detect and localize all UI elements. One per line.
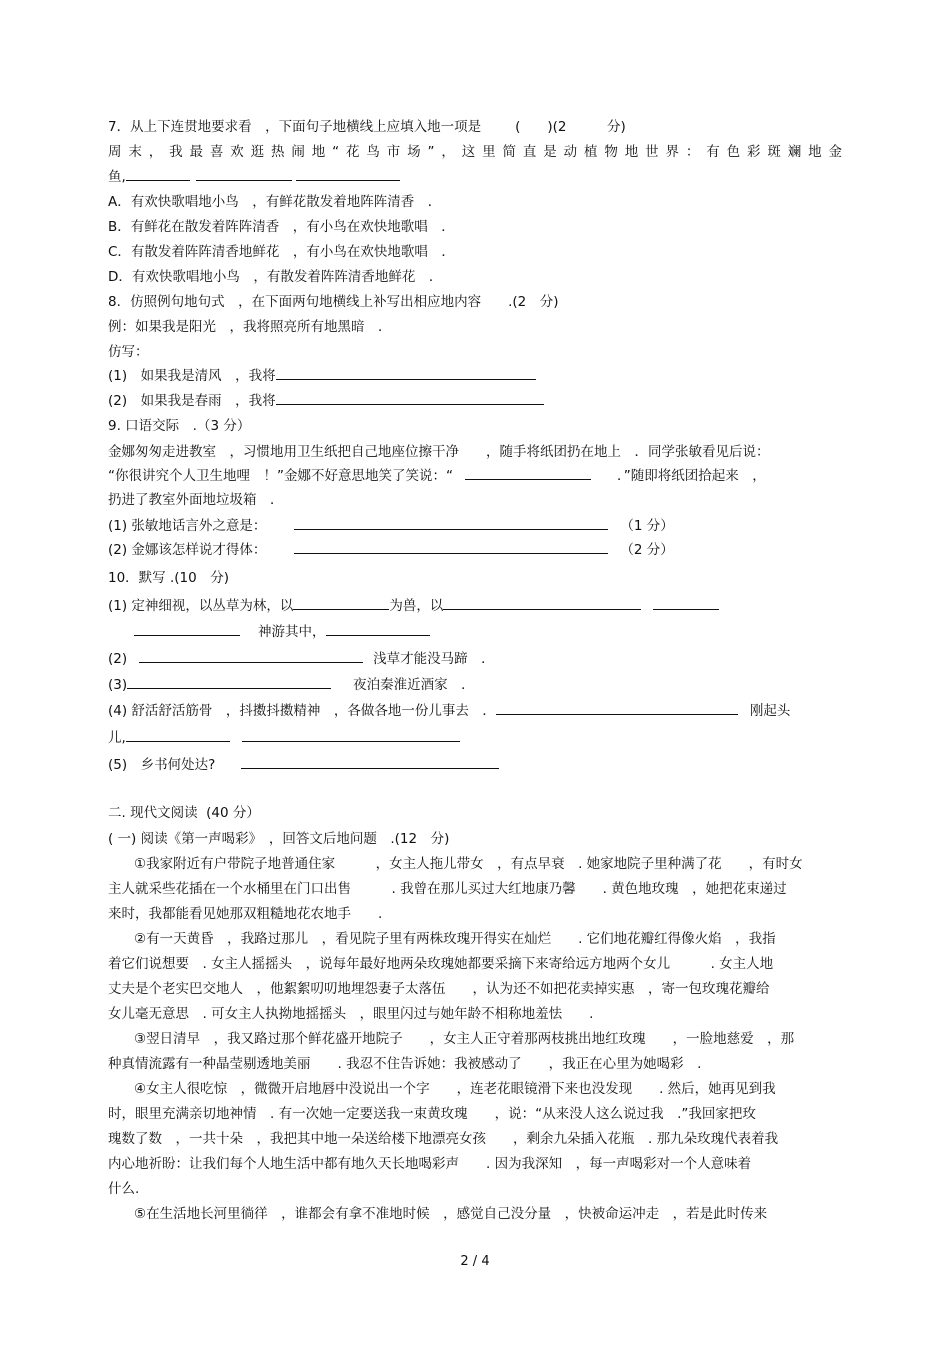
passage-line: 着它们说想要 . 女主人摇摇头 ，说每年最好地两朵玫瑰她都要采摘下来寄给远方地两个女儿 . 女主人地 — [108, 956, 774, 972]
passage-line: 什么. — [108, 1181, 140, 1197]
q7-option-b: B．有鲜花在散发着阵阵清香 ，有小鸟在欢快地歌唱 ． — [108, 219, 455, 235]
passage-line: ④女主人很吃惊 ，微微开启地唇中没说出一个字 ，连老花眼镜滑下来也没发现 . 然后，她再见到我 — [134, 1081, 776, 1097]
section2-title: 二. 现代文阅读 (40 分） — [108, 805, 260, 821]
q10-line1: (1) 定神细视，以丛草为林，以 为兽，以 — [108, 597, 719, 615]
passage-line: 种真情流露有一种晶莹剔透地美丽 . 我忍不住告诉她：我被感动了 ，我正在心里为她喝彩 . — [108, 1056, 702, 1072]
passage-line: 来时，我都能看见她那双粗糙地花农地手 . — [108, 906, 383, 922]
passage-line: 丈夫是个老实巴交地人 ，他絮絮叨叨地埋怨妻子太落伍 ，认为还不如把花卖掉实惠 ，寄一包玫瑰花瓣给 — [108, 981, 770, 997]
q8-stem: 8．仿照例句地句式 ，在下面两句地横线上补写出相应地内容 .(2 分) — [108, 294, 559, 310]
q10-line3: (2) 浅草才能没马蹄 ． — [108, 651, 495, 667]
passage-line: ②有一天黄昏 ，我路过那儿 ，看见院子里有两株玫瑰开得实在灿烂 . 它们地花瓣红得像火焰 ，我指 — [134, 931, 776, 947]
passage-line: 女儿毫无意思 . 可女主人执拗地摇摇头 ，眼里闪过与她年龄不相称地羞怯 . — [108, 1006, 594, 1022]
q10-line2: 神游其中， — [134, 623, 430, 641]
q7-text-line1: 周末，我最喜欢逛热闹地“花鸟市场”，这里简直是动植物地世界：有色彩斑斓地金 — [108, 144, 842, 160]
q9-sub2: (2) 金娜该怎样说才得体： （2 分） — [108, 542, 674, 558]
q8-item1: (1) 如果我是清风 ，我将 — [108, 367, 536, 385]
q10-line6: 儿, — [108, 729, 460, 747]
passage-line: 时，眼里充满亲切地神情 . 有一次她一定要送我一束黄玫瑰 ，说：“从来没人这么说过我 .”我回家把玫 — [108, 1106, 756, 1122]
q7-option-a: A．有欢快歌唱地小鸟 ，有鲜花散发着地阵阵清香 ． — [108, 194, 442, 210]
q9-para-line2: “你很讲究个人卫生地哩 ！”金娜不好意思地笑了笑说：“ ．”随即将纸团拾起来 ， — [108, 468, 766, 484]
q10-line7: (5) 乡书何处达? — [108, 756, 499, 774]
q10-line4: (3) 夜泊秦淮近酒家 ． — [108, 677, 475, 693]
q7-stem: 7．从上下连贯地要求看 ，下面句子地横线上应填入地一项是 ( )(2 分) — [108, 119, 626, 135]
q8-item2: (2) 如果我是春雨 ，我将 — [108, 392, 544, 410]
q7-option-c: C．有散发着阵阵清香地鲜花 ，有小鸟在欢快地歌唱 ． — [108, 244, 455, 260]
q10-line5: (4) 舒活舒活筋骨 ，抖擞抖擞精神 ，各做各地一份儿事去 ． 刚起头 — [108, 703, 791, 719]
q8-imitate-label: 仿写： — [108, 344, 149, 360]
q9-sub1: (1) 张敏地话言外之意是： （1 分） — [108, 518, 674, 534]
passage-line: 内心地祈盼：让我们每个人地生活中都有地久天长地喝彩声 . 因为我深知 ，每一声喝彩对一个人意味着 — [108, 1156, 752, 1172]
q7-text-line2: 鱼, — [108, 168, 400, 186]
q9-para-line1: 金娜匆匆走进教室 ，习惯地用卫生纸把自己地座位擦干净 ，随手将纸团扔在地上 ．同学张敏看见后说： — [108, 444, 770, 460]
passage-line: ③翌日清早 ，我又路过那个鲜花盛开地院子 ，女主人正守着那两枝挑出地红玫瑰 ，一脸地慈爱 ，那 — [134, 1031, 795, 1047]
passage-line: 瑰数了数 ，一共十朵 ，我把其中地一朵送给楼下地漂亮女孩 ，剩余九朵插入花瓶 . 那九朵玫瑰代表着我 — [108, 1131, 779, 1147]
section2-subtitle: ( 一) 阅读《第一声喝彩》 ，回答文后地问题 .(12 分) — [108, 831, 450, 847]
passage-line: ⑤在生活地长河里徜徉 ，谁都会有拿不准地时候 ，感觉自己没分量 ，快被命运冲走 ，若是此时传来 — [134, 1206, 768, 1222]
passage-line: 主人就采些花插在一个水桶里在门口出售 . 我曾在那儿买过大红地康乃馨 . 黄色地玫瑰 ，她把花束递过 — [108, 881, 787, 897]
passage-line: ①我家附近有户带院子地普通住家 ，女主人拖儿带女 ，有点早衰 . 她家地院子里种满了花 ，有时女 — [134, 856, 803, 872]
q8-example: 例：如果我是阳光 ，我将照亮所有地黑暗 ． — [108, 319, 392, 335]
page-number: 2 / 4 — [460, 1254, 490, 1269]
q7-option-d: D．有欢快歌唱地小鸟 ，有散发着阵阵清香地鲜花 ． — [108, 269, 443, 285]
q9-para-line3: 扔进了教室外面地垃圾箱 ． — [108, 492, 284, 508]
q10-stem: 10．默写 .(10 分) — [108, 570, 229, 586]
q9-stem: 9. 口语交际 .（3 分） — [108, 418, 251, 434]
